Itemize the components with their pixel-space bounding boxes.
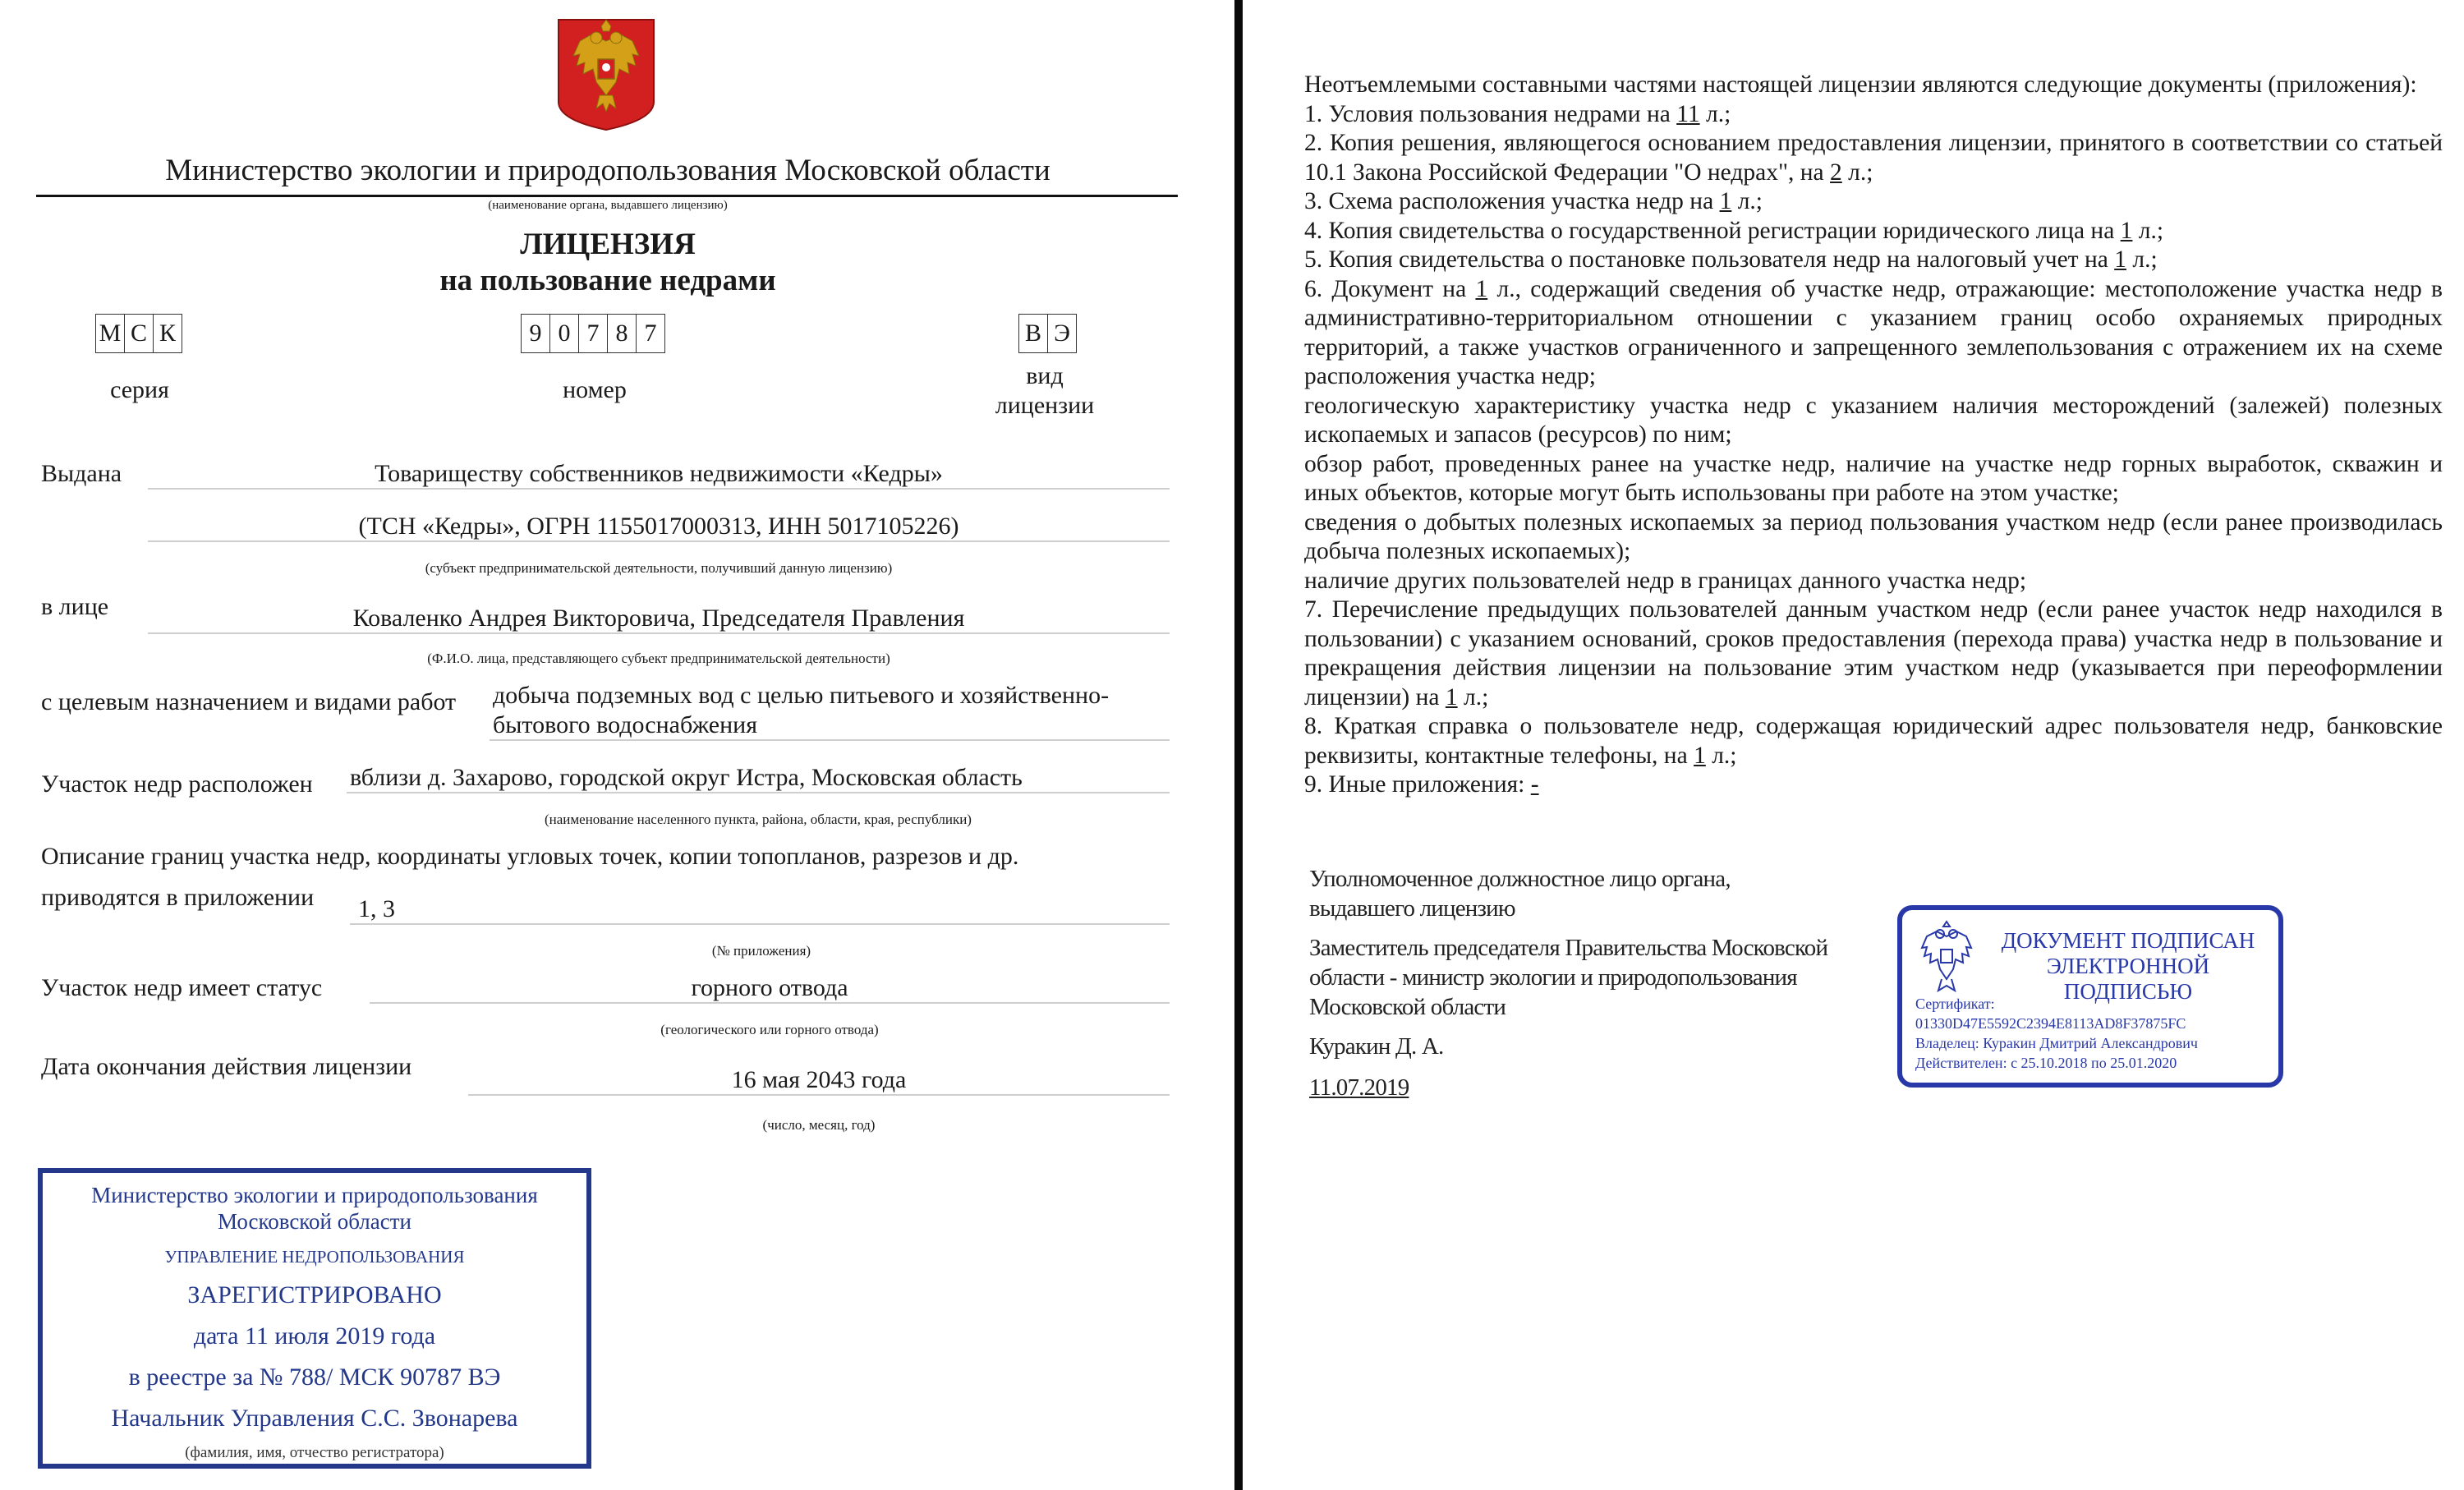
purpose-label: с целевым назначением и видами работ: [41, 688, 457, 715]
underline: [148, 540, 1170, 542]
appendices-intro: Неотъемлемыми составными частями настоящей лицензии являются следующие документы (приложения):: [1304, 71, 2417, 98]
type-letter: Э: [1048, 314, 1077, 353]
divider: [36, 195, 1178, 197]
issuing-authority: Министерство экологии и природопользования Московской области: [165, 154, 1050, 187]
appendices-list: [1304, 71, 2443, 800]
status-caption: (геологического или горного отвода): [660, 1022, 879, 1037]
issued-label: Выдана: [41, 460, 122, 487]
number-boxes: [521, 314, 665, 353]
series-letter: К: [154, 314, 182, 353]
type-label: вид лицензии: [995, 362, 1095, 419]
esign-valid: Действителен: с 25.10.2018 по 25.01.2020: [1915, 1055, 2177, 1071]
appendix-label: приводятся в приложении: [41, 884, 315, 911]
coat-of-arms-icon: [555, 16, 657, 131]
issuing-authority-caption: (наименование органа, выдавшего лицензию): [488, 199, 728, 212]
series-boxes: [95, 314, 182, 353]
esign-owner: Владелец: Куракин Дмитрий Александрович: [1915, 1035, 2198, 1051]
stamp-line: Московской области: [217, 1209, 411, 1234]
issued-caption: (субъект предпринимательской деятельности, получивший данную лицензию): [425, 560, 893, 576]
list-item: 4. Копия свидетельства о государственной регистрации юридического лица на 1 л.;: [1304, 217, 2164, 244]
type-letter: В: [1018, 314, 1048, 353]
appendix-value: 1, 3: [358, 895, 395, 922]
page-divider: [1234, 0, 1243, 1490]
underline: [347, 792, 1170, 793]
purpose-value-1: добыча подземных вод с целью питьевого и хозяйственно-: [493, 682, 1110, 709]
number-digit: 8: [608, 314, 637, 353]
series-letter: М: [95, 314, 125, 353]
registration-stamp: [38, 1168, 591, 1469]
title-line-2: на пользование недрами: [439, 264, 776, 297]
location-label: Участок недр расположен: [41, 770, 313, 798]
list-item: геологическую характеристику участка недр с указанием наличия месторождений (залежей) полезных ископаемых и запасов (ресурсов) по ним;: [1304, 392, 2443, 448]
stamp-caption: (фамилия, имя, отчество регистратора): [185, 1444, 444, 1461]
person-caption: (Ф.И.О. лица, представляющего субъект предпринимательской деятельности): [427, 651, 890, 666]
list-item: 8. Краткая справка о пользователе недр, содержащая юридический адрес пользователя недр, банковские реквизиты, контактные телефоны, на 1 л.;: [1304, 713, 2443, 769]
stamp-registry: в реестре за № 788/ МСК 90787 ВЭ: [128, 1364, 501, 1391]
person-value: Коваленко Андрея Викторовича, Председателя Правления: [352, 605, 965, 632]
list-item: 7. Перечисление предыдущих пользователей данным участком недр (если ранее участок недр находился в пользовании) с указанием оснований, сроков предоставления (перехода права) участка недр в пользование и прекращения действия лицензии на пользование этим участком недр (указывается при переоформлении лицензии) на 1 л.;: [1304, 596, 2443, 711]
stamp-registered: ЗАРЕГИСТРИРОВАНО: [187, 1281, 442, 1308]
series-letter: С: [125, 314, 154, 353]
location-value: вблизи д. Захарово, городской округ Истра, Московская область: [350, 764, 1023, 791]
signature-date: 11.07.2019: [1309, 1074, 1409, 1101]
list-item: обзор работ, проведенных ранее на участке недр, наличие на участке недр горных выработок, скважин и иных объектов, которые могут быть использованы при работе на этом участке;: [1304, 450, 2443, 506]
esign-cert-label: Сертификат:: [1915, 996, 1995, 1012]
stamp-registrar: Начальник Управления С.С. Звонарева: [111, 1405, 518, 1432]
list-item: 2. Копия решения, являющегося основанием предоставления лицензии, принятого в соответствии со статьей 10.1 Закона Российской Федерации "О недрах", на 2 л.;: [1304, 130, 2443, 186]
status-value: горного отвода: [691, 974, 848, 1001]
underline: [350, 923, 1170, 925]
signatory-title: выдавшего лицензию: [1309, 895, 1515, 922]
list-item: 5. Копия свидетельства о постановке пользователя недр на налоговый учет на 1 л.;: [1304, 246, 2158, 273]
boundaries-text: Описание границ участка недр, координаты угловых точек, копии топопланов, разрезов и др.: [41, 843, 1019, 870]
underline: [148, 488, 1170, 490]
esign-details: [1915, 994, 2198, 1073]
underline: [148, 632, 1170, 634]
stamp-date: дата 11 июля 2019 года: [193, 1322, 436, 1350]
title-line-1: ЛИЦЕНЗИЯ: [520, 228, 696, 261]
expiry-label: Дата окончания действия лицензии: [41, 1053, 412, 1080]
list-item: 1. Условия пользования недрами на 11 л.;: [1304, 100, 1731, 127]
list-item: 6. Документ на 1 л., содержащий сведения об участке недр, отражающие: местоположение участка недр в административно-территориальном отношении с указанием границ особо охраняемых природных территорий, а также участков ограниченного и запрещенного землепользования с отражением их на схеме расположения участка недр;: [1304, 275, 2443, 389]
issued-value-1: Товариществу собственников недвижимости «Кедры»: [375, 460, 943, 487]
signatory-title: Уполномоченное должностное лицо органа,: [1309, 866, 1731, 892]
number-label: номер: [563, 376, 627, 403]
number-digit: 0: [550, 314, 579, 353]
stamp-line: Министерство экологии и природопользования: [91, 1183, 538, 1207]
expiry-value: 16 мая 2043 года: [731, 1066, 907, 1093]
expiry-caption: (число, месяц, год): [762, 1117, 876, 1133]
stamp-line: УПРАВЛЕНИЕ НЕДРОПОЛЬЗОВАНИЯ: [164, 1247, 465, 1267]
location-caption: (наименование населенного пункта, района, области, края, республики): [545, 812, 972, 827]
underline: [370, 1002, 1170, 1004]
underline: [468, 1094, 1170, 1096]
person-label: в лице: [41, 593, 109, 620]
list-item: 9. Иные приложения: -: [1304, 771, 1539, 798]
list-item: наличие других пользователей недр в границах данного участка недр;: [1304, 567, 2027, 594]
issued-value-2: (ТСН «Кедры», ОГРН 1155017000313, ИНН 5017105226): [358, 513, 959, 540]
esign-cert: 01330D47E5592C2394E8113AD8F37875FC: [1915, 1015, 2186, 1032]
number-digit: 7: [637, 314, 665, 353]
status-label: Участок недр имеет статус: [41, 974, 323, 1001]
document-title: [33, 227, 1183, 299]
esign-title: ДОКУМЕНТ ПОДПИСАН ЭЛЕКТРОННОЙ ПОДПИСЬЮ: [2001, 928, 2255, 1004]
number-digit: 7: [579, 314, 608, 353]
number-digit: 9: [521, 314, 550, 353]
appendix-caption: (№ приложения): [711, 943, 811, 959]
underline: [490, 739, 1170, 741]
type-boxes: [1018, 314, 1077, 353]
list-item: сведения о добытых полезных ископаемых за период пользования участком недр (если ранее производилась добыча полезных ископаемых);: [1304, 508, 2443, 564]
coat-of-arms-stamp-icon: [1914, 920, 1979, 1000]
signatory-name: Куракин Д. А.: [1309, 1033, 1444, 1060]
series-label: серия: [110, 376, 169, 403]
signatory-position: Заместитель председателя Правительства Московской области - министр экологии и природопользования Московской области: [1309, 935, 1828, 1020]
signatory-block: [1309, 864, 1731, 923]
electronic-signature-stamp: [1897, 905, 2283, 1088]
list-item: 3. Схема расположения участка недр на 1 л.;: [1304, 188, 1763, 214]
purpose-value-2: бытового водоснабжения: [493, 711, 758, 738]
